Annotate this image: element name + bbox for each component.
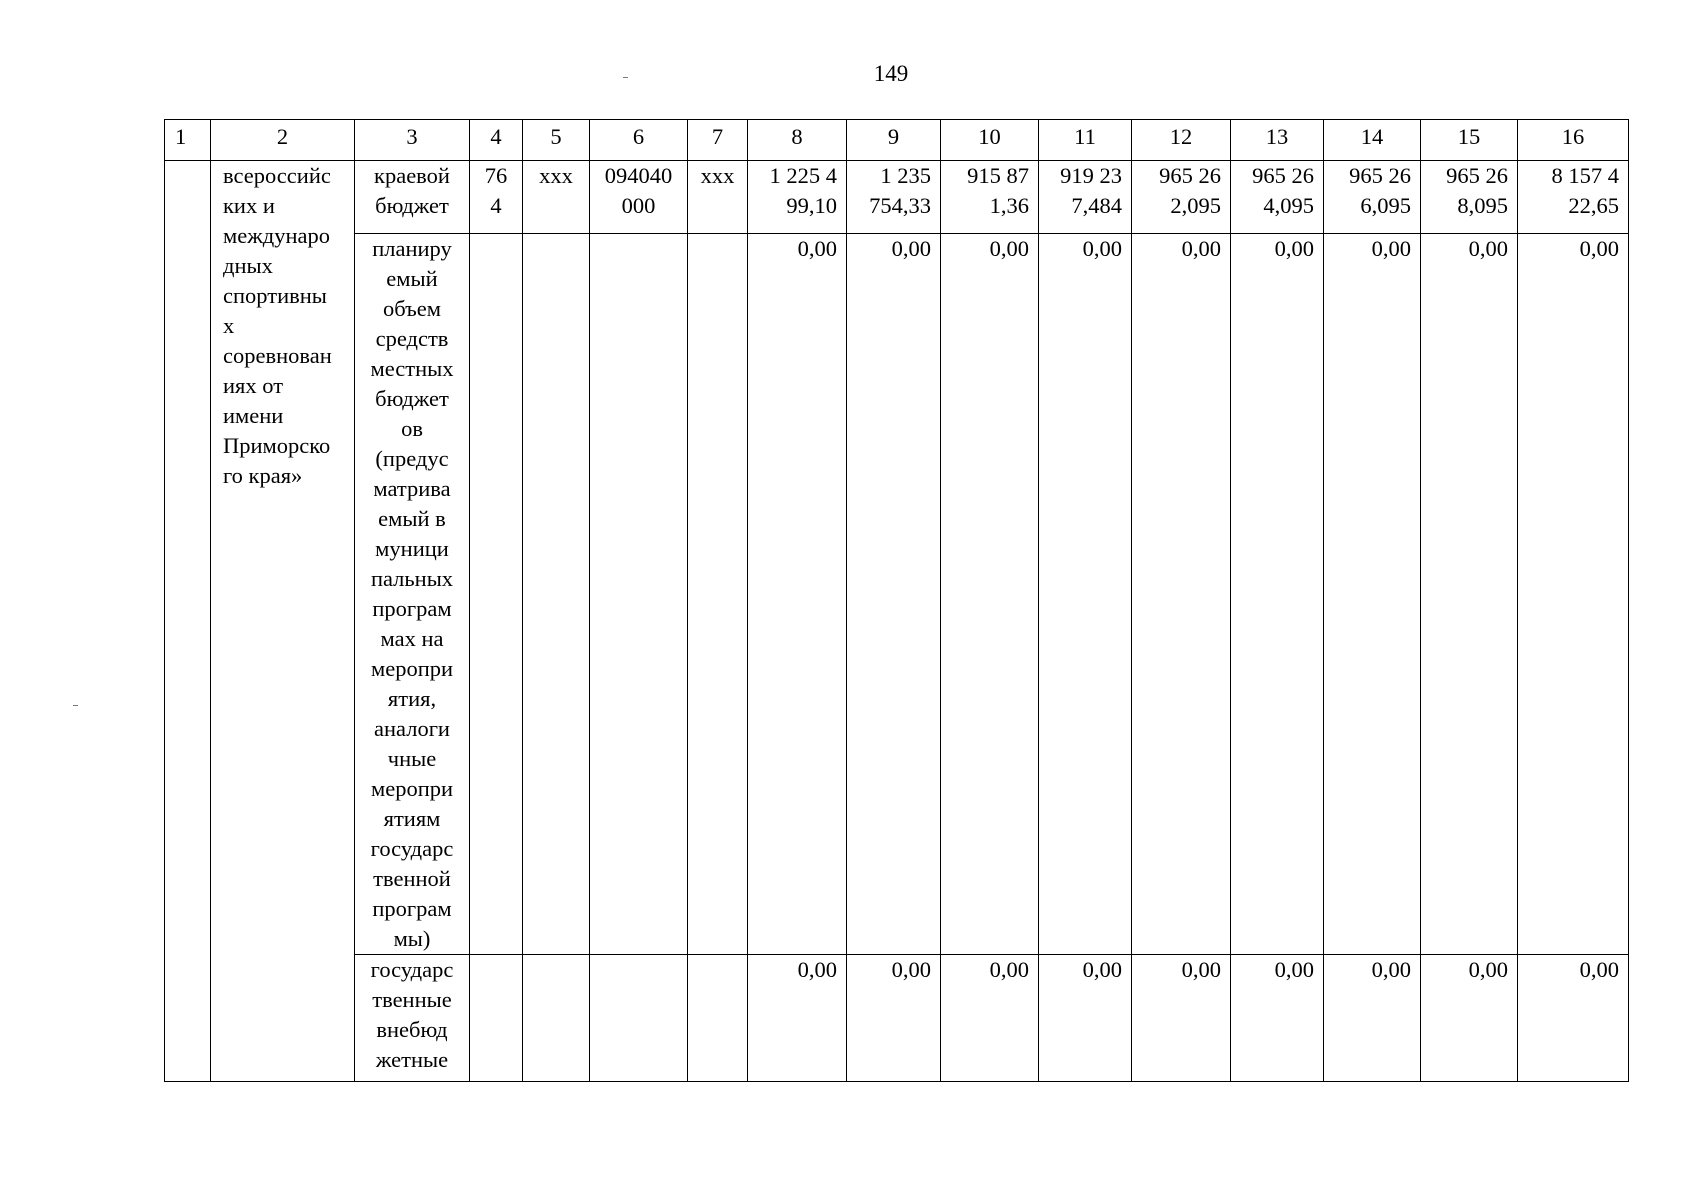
value-cell: [748, 161, 847, 234]
col7-cell: [688, 955, 748, 1082]
column-header: 15: [1421, 120, 1518, 161]
column-header: 14: [1324, 120, 1421, 161]
scan-speck: [623, 77, 628, 78]
column-header: 10: [941, 120, 1039, 161]
value: 0,00: [1579, 236, 1619, 261]
value: 915 87 1,36: [967, 163, 1029, 218]
scan-speck: [73, 705, 78, 706]
activity-name: всероссийс ких и междунаро дных спортивны х соревнован иях от имени Приморско го края»: [223, 163, 332, 488]
column-header: 1: [165, 120, 211, 161]
funding-source: краевой бюджет: [374, 163, 450, 218]
value-cell: [1518, 955, 1629, 1082]
col5-cell: [523, 234, 590, 955]
col4-cell: [470, 234, 523, 955]
value-cell: [1421, 234, 1518, 955]
value: 0,00: [1371, 957, 1411, 982]
column-header: 2: [211, 120, 355, 161]
table-row: [165, 234, 1629, 955]
funding-source: планиру емый объем средств местных бюджет ов (предус матрива емый в муници пальных програм мах на меропри ятия, аналоги чные меропри ятиям государс твенной програм мы): [370, 236, 454, 951]
value-cell: [847, 161, 941, 234]
table-row: [165, 955, 1629, 1082]
value: 0,00: [797, 957, 837, 982]
value: 0,00: [891, 957, 931, 982]
value-cell: [1324, 234, 1421, 955]
value-cell: [941, 161, 1039, 234]
value-cell: [1231, 955, 1324, 1082]
value: 965 26 8,095: [1446, 163, 1508, 218]
value: 1 235 754,33: [869, 163, 931, 218]
column-header: 3: [355, 120, 470, 161]
column-header: 6: [590, 120, 688, 161]
value-cell: [1132, 955, 1231, 1082]
value: 0,00: [1082, 957, 1122, 982]
value: 1 225 4 99,10: [769, 163, 837, 218]
col6-cell: [590, 234, 688, 955]
funding-source-cell: [355, 955, 470, 1082]
value: 965 26 2,095: [1159, 163, 1221, 218]
col4-cell: [470, 161, 523, 234]
funding-source-cell: [355, 161, 470, 234]
value-cell: [748, 955, 847, 1082]
value: 0,00: [1082, 236, 1122, 261]
column-header: 11: [1039, 120, 1132, 161]
column-header: 5: [523, 120, 590, 161]
value-cell: [941, 955, 1039, 1082]
budget-table: [164, 119, 1629, 1082]
column-header: 4: [470, 120, 523, 161]
column-header: 9: [847, 120, 941, 161]
value-cell: [941, 234, 1039, 955]
value-cell: [1039, 161, 1132, 234]
table-row: [165, 161, 1629, 234]
value-cell: [1518, 161, 1629, 234]
value-cell: [847, 234, 941, 955]
value: 965 26 6,095: [1349, 163, 1411, 218]
col5-value: xxx: [539, 163, 573, 188]
value-cell: [1132, 234, 1231, 955]
value: 0,00: [989, 236, 1029, 261]
value: 0,00: [1181, 957, 1221, 982]
value-cell: [1421, 161, 1518, 234]
value: 0,00: [1468, 236, 1508, 261]
col7-cell: [688, 234, 748, 955]
value: 0,00: [1274, 957, 1314, 982]
col6-value: 094040 000: [604, 163, 673, 218]
page-number: 149: [873, 61, 909, 86]
column-header: 16: [1518, 120, 1629, 161]
value: 919 23 7,484: [1060, 163, 1122, 218]
column-number-row: [165, 120, 1629, 161]
row-number-cell: [165, 161, 211, 1082]
value-cell: [1324, 955, 1421, 1082]
value-cell: [1132, 161, 1231, 234]
value-cell: [1039, 234, 1132, 955]
col7-value: xxx: [700, 163, 735, 188]
funding-source-cell: [355, 234, 470, 955]
value-cell: [847, 955, 941, 1082]
column-header: 12: [1132, 120, 1231, 161]
value: 0,00: [1181, 236, 1221, 261]
column-header: 7: [688, 120, 748, 161]
col4-cell: [470, 955, 523, 1082]
value: 0,00: [1579, 957, 1619, 982]
value-cell: [1421, 955, 1518, 1082]
column-header: 13: [1231, 120, 1324, 161]
value-cell: [1039, 955, 1132, 1082]
value: 0,00: [989, 957, 1029, 982]
col5-cell: [523, 161, 590, 234]
value: 0,00: [1468, 957, 1508, 982]
col5-cell: [523, 955, 590, 1082]
col6-cell: [590, 161, 688, 234]
value-cell: [748, 234, 847, 955]
value-cell: [1518, 234, 1629, 955]
value: 0,00: [891, 236, 931, 261]
value: 0,00: [1371, 236, 1411, 261]
value: 0,00: [1274, 236, 1314, 261]
value: 8 157 4 22,65: [1551, 163, 1619, 218]
value: 965 26 4,095: [1252, 163, 1314, 218]
col7-cell: [688, 161, 748, 234]
column-header: 8: [748, 120, 847, 161]
activity-name-cell: [211, 161, 355, 1082]
value-cell: [1324, 161, 1421, 234]
col4-value: 76 4: [484, 163, 508, 218]
value-cell: [1231, 234, 1324, 955]
value-cell: [1231, 161, 1324, 234]
value: 0,00: [797, 236, 837, 261]
funding-source: государс твенные внебюд жетные: [370, 957, 454, 1072]
col6-cell: [590, 955, 688, 1082]
